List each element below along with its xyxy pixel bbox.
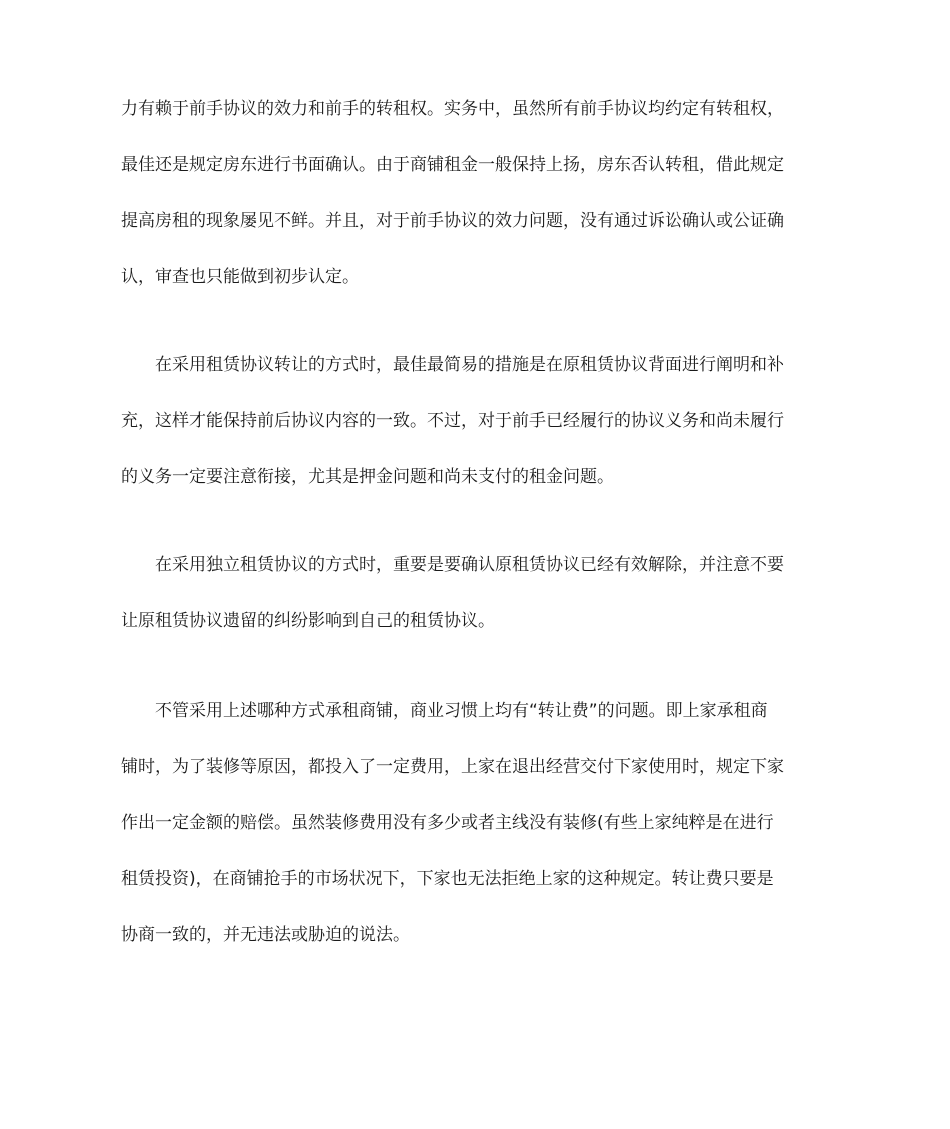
paragraph-2-line-1: 在采用租赁协议转让的方式时，最佳最简易的措施是在原租赁协议背面进行阐明和补 bbox=[155, 355, 784, 375]
paragraph-4-line-5: 协商一致的，并无违法或胁迫的说法。 bbox=[121, 925, 410, 945]
paragraph-3-line-1: 在采用独立租赁协议的方式时，重要是要确认原租赁协议已经有效解除，并注意不要 bbox=[155, 555, 784, 575]
paragraph-1-line-1: 力有赖于前手协议的效力和前手的转租权。实务中，虽然所有前手协议均约定有转租权， bbox=[121, 99, 784, 119]
paragraph-2-line-3: 的义务一定要注意衔接，尤其是押金问题和尚未支付的租金问题。 bbox=[121, 467, 614, 487]
paragraph-4-line-3: 作出一定金额的赔偿。虽然装修费用没有多少或者主线没有装修(有些上家纯粹是在进行 bbox=[121, 813, 774, 833]
paragraph-1-line-3: 提高房租的现象屡见不鲜。并且，对于前手协议的效力问题，没有通过诉讼确认或公证确 bbox=[121, 211, 784, 231]
paragraph-1-line-2: 最佳还是规定房东进行书面确认。由于商铺租金一般保持上扬，房东否认转租，借此规定 bbox=[121, 155, 784, 175]
paragraph-2-line-2: 充，这样才能保持前后协议内容的一致。不过，对于前手已经履行的协议义务和尚未履行 bbox=[121, 411, 784, 431]
paragraph-1-line-4: 认，审查也只能做到初步认定。 bbox=[121, 267, 359, 287]
paragraph-4-line-1: 不管采用上述哪种方式承租商铺，商业习惯上均有“转让费”的问题。即上家承租商 bbox=[155, 701, 768, 721]
paragraph-4-line-2: 铺时，为了装修等原因，都投入了一定费用，上家在退出经营交付下家使用时，规定下家 bbox=[121, 757, 784, 777]
paragraph-3-line-2: 让原租赁协议遗留的纠纷影响到自己的租赁协议。 bbox=[121, 611, 495, 631]
paragraph-4-line-4: 租赁投资)，在商铺抢手的市场状况下，下家也无法拒绝上家的这种规定。转让费只要是 bbox=[121, 869, 774, 889]
